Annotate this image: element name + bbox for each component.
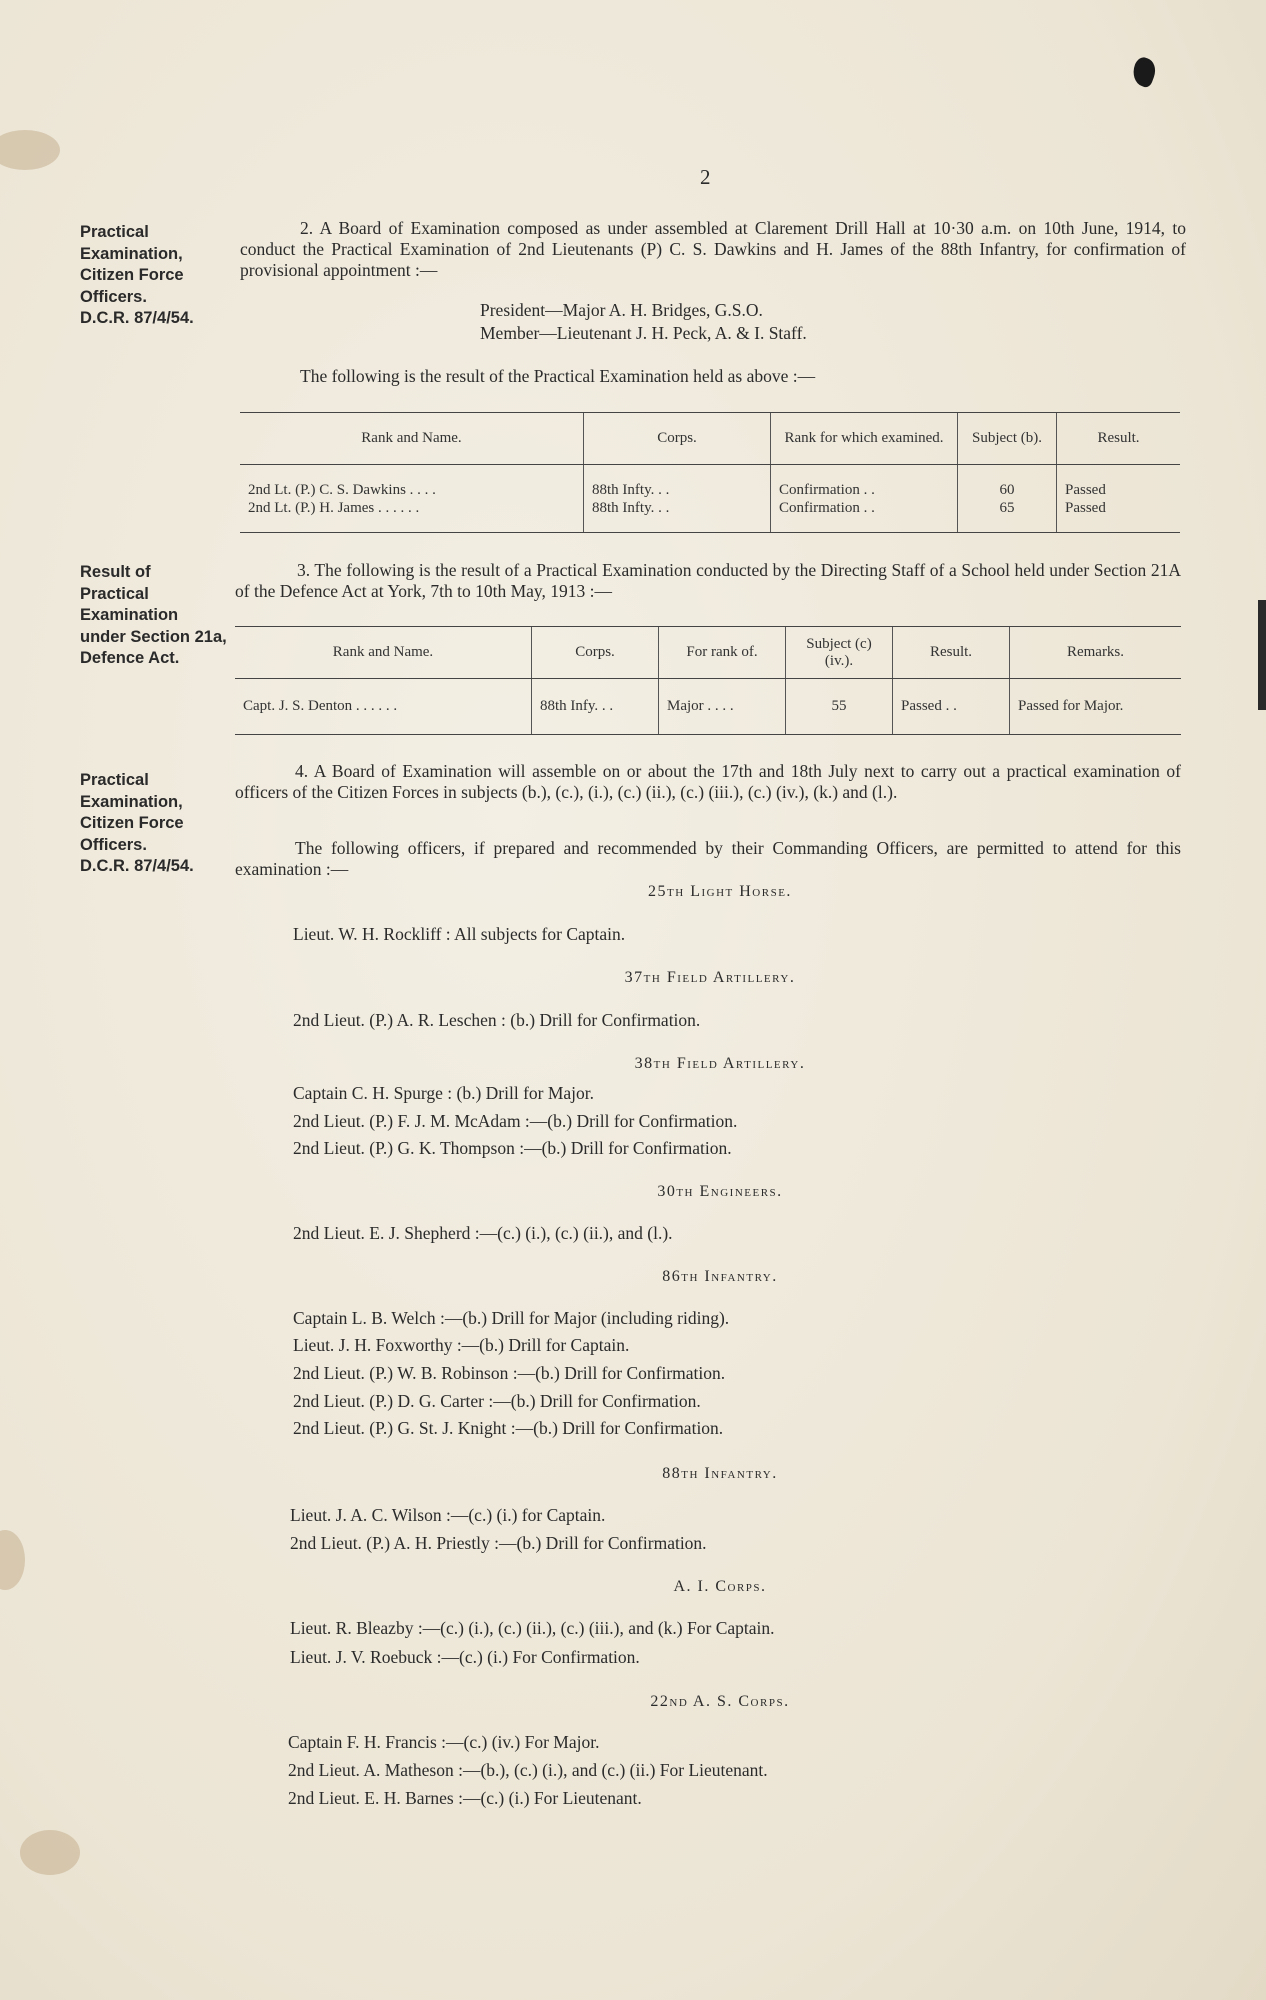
side-label-line: Citizen Force: [80, 814, 184, 832]
officer-entry: Captain L. B. Welch :—(b.) Drill for Major (including riding).: [293, 1308, 730, 1328]
table-cell: 88th Infy. . .: [532, 679, 659, 735]
paragraph-2: 2. A Board of Examination composed as under assembled at Clarement Drill Hall at 10·30 a.m. on 10th June, 1914, to conduct the Practical Examination of 2nd Lieutenants (P) C. S. Dawkins and H. James of the 88th Infantry, for confirmation of provisional appointment :—: [240, 218, 1186, 280]
side-label-line: Officers.: [80, 287, 147, 306]
result-intro: The following is the result of the Practical Examination held as above :—: [300, 366, 816, 386]
paragraph-4-continued: The following officers, if prepared and recommended by their Commanding Officers, are permitted to attend for this examination :—: [235, 838, 1181, 879]
column-header: Subject (c) (iv.).: [786, 627, 893, 679]
paper-stain: [0, 1530, 25, 1590]
paper-stain: [0, 130, 60, 170]
side-label-line: Officers.: [80, 835, 147, 854]
table-cell: 55: [786, 679, 893, 735]
side-label-section-3: [80, 562, 227, 670]
officer-entry: 2nd Lieut. E. H. Barnes :—(c.) (i.) For Lieutenant.: [288, 1788, 642, 1808]
table-cell: 88th Infty. . .: [592, 481, 670, 498]
side-label-section-2: [80, 222, 194, 330]
column-header: Rank for which examined.: [771, 413, 958, 465]
officer-entry: 2nd Lieut. (P.) A. R. Leschen : (b.) Drill for Confirmation.: [293, 1010, 701, 1030]
unit-heading: 30th Engineers.: [657, 1183, 783, 1200]
table-row: [235, 679, 1181, 735]
page-number: 2: [700, 165, 711, 189]
paragraph-3: 3. The following is the result of a Practical Examination conducted by the Directing Staff of a School held under Section 21A of the Defence Act at York, 7th to 10th May, 1913 :—: [235, 560, 1181, 601]
table-cell: 2nd Lt. (P.) H. James . . . . . .: [248, 499, 420, 516]
column-header: Corps.: [532, 627, 659, 679]
officer-entry: 2nd Lieut. (P.) A. H. Priestly :—(b.) Drill for Confirmation.: [290, 1533, 707, 1553]
table-row: [240, 465, 1180, 533]
officer-entry: 2nd Lieut. (P.) F. J. M. McAdam :—(b.) Drill for Confirmation.: [293, 1111, 738, 1131]
officer-entry: Captain C. H. Spurge : (b.) Drill for Major.: [293, 1083, 595, 1103]
side-label-line: Examination,: [80, 244, 183, 263]
officer-entry: 2nd Lieut. A. Matheson :—(b.), (c.) (i.), and (c.) (ii.) For Lieutenant.: [288, 1760, 768, 1780]
side-label-line: Examination: [80, 606, 179, 624]
column-header: Corps.: [584, 413, 771, 465]
side-label-line: Practical: [80, 584, 149, 603]
column-header: Rank and Name.: [235, 627, 532, 679]
officer-entry: 2nd Lieut. (P.) G. K. Thompson :—(b.) Drill for Confirmation.: [293, 1138, 732, 1158]
unit-heading: 37th Field Artillery.: [624, 969, 796, 986]
table-cell: Confirmation . .: [779, 499, 875, 516]
unit-heading: 22nd A. S. Corps.: [650, 1693, 790, 1710]
unit-heading: A. I. Corps.: [673, 1578, 767, 1595]
result-table-2: [235, 626, 1181, 735]
column-header: Remarks.: [1010, 627, 1182, 679]
side-label-line: Citizen Force: [80, 266, 184, 284]
column-header: For rank of.: [659, 627, 786, 679]
unit-heading: 25th Light Horse.: [648, 883, 792, 900]
table-cell: 88th Infty. . .: [592, 499, 670, 516]
result-table-1: [240, 412, 1180, 533]
column-header: Subject (b).: [958, 413, 1057, 465]
column-header: Rank and Name.: [240, 413, 584, 465]
paragraph-4: 4. A Board of Examination will assemble on or about the 17th and 18th July next to carry out a practical examination of officers of the Citizen Forces in subjects (b.), (c.), (i.), (c.) (ii.), (c.) (iii.), (c.) (iv.), (k.) and (l.).: [235, 761, 1181, 802]
table-cell: Passed for Major.: [1010, 679, 1182, 735]
unit-heading: 38th Field Artillery.: [634, 1055, 806, 1072]
table-cell: Passed: [1065, 499, 1106, 516]
officer-entry: 2nd Lieut. E. J. Shepherd :—(c.) (i.), (c.) (ii.), and (l.).: [293, 1223, 673, 1243]
officer-entry: 2nd Lieut. (P.) D. G. Carter :—(b.) Drill for Confirmation.: [293, 1391, 701, 1411]
side-label-line: D.C.R. 87/4/54.: [80, 857, 194, 875]
table-cell: 2nd Lt. (P.) C. S. Dawkins . . . .: [248, 481, 436, 498]
table-cell: Capt. J. S. Denton . . . . . .: [235, 679, 532, 735]
paper-stain: [20, 1830, 80, 1875]
officer-entry: 2nd Lieut. (P.) G. St. J. Knight :—(b.) Drill for Confirmation.: [293, 1418, 724, 1438]
column-header: Result.: [1057, 413, 1181, 465]
unit-heading: 86th Infantry.: [662, 1268, 778, 1285]
side-label-section-4: [80, 770, 194, 878]
page-edge-shadow: [1258, 600, 1266, 710]
table-cell: Passed: [1065, 481, 1106, 498]
table-cell: Major . . . .: [659, 679, 786, 735]
table-cell: Passed . .: [893, 679, 1010, 735]
side-label-line: Examination,: [80, 792, 183, 811]
officer-entry: Lieut. R. Bleazby :—(c.) (i.), (c.) (ii.), (c.) (iii.), and (k.) For Captain.: [290, 1618, 775, 1638]
table-cell: 65: [999, 499, 1015, 516]
unit-heading: 88th Infantry.: [662, 1465, 778, 1482]
board-member: Member—Lieutenant J. H. Peck, A. & I. Staff.: [480, 323, 807, 343]
table-cell: Confirmation . .: [779, 481, 875, 498]
table-cell: 60: [999, 481, 1015, 498]
side-label-line: Practical: [80, 223, 149, 241]
officer-entry: Lieut. J. V. Roebuck :—(c.) (i.) For Confirmation.: [290, 1647, 640, 1667]
side-label-line: Defence Act.: [80, 649, 180, 667]
officer-entry: 2nd Lieut. (P.) W. B. Robinson :—(b.) Drill for Confirmation.: [293, 1363, 726, 1383]
side-label-line: Practical: [80, 771, 149, 789]
officer-entry: Lieut. J. H. Foxworthy :—(b.) Drill for Captain.: [293, 1335, 630, 1355]
officer-entry: Lieut. W. H. Rockliff : All subjects for Captain.: [293, 924, 626, 944]
officer-entry: Lieut. J. A. C. Wilson :—(c.) (i.) for Captain.: [290, 1505, 606, 1525]
officer-entry: Captain F. H. Francis :—(c.) (iv.) For Major.: [288, 1732, 600, 1752]
side-label-line: under Section 21a,: [80, 627, 227, 646]
ink-blot: [1129, 55, 1159, 89]
side-label-line: Result of: [80, 563, 151, 581]
column-header: Result.: [893, 627, 1010, 679]
side-label-line: D.C.R. 87/4/54.: [80, 309, 194, 327]
board-president: President—Major A. H. Bridges, G.S.O.: [480, 300, 763, 320]
